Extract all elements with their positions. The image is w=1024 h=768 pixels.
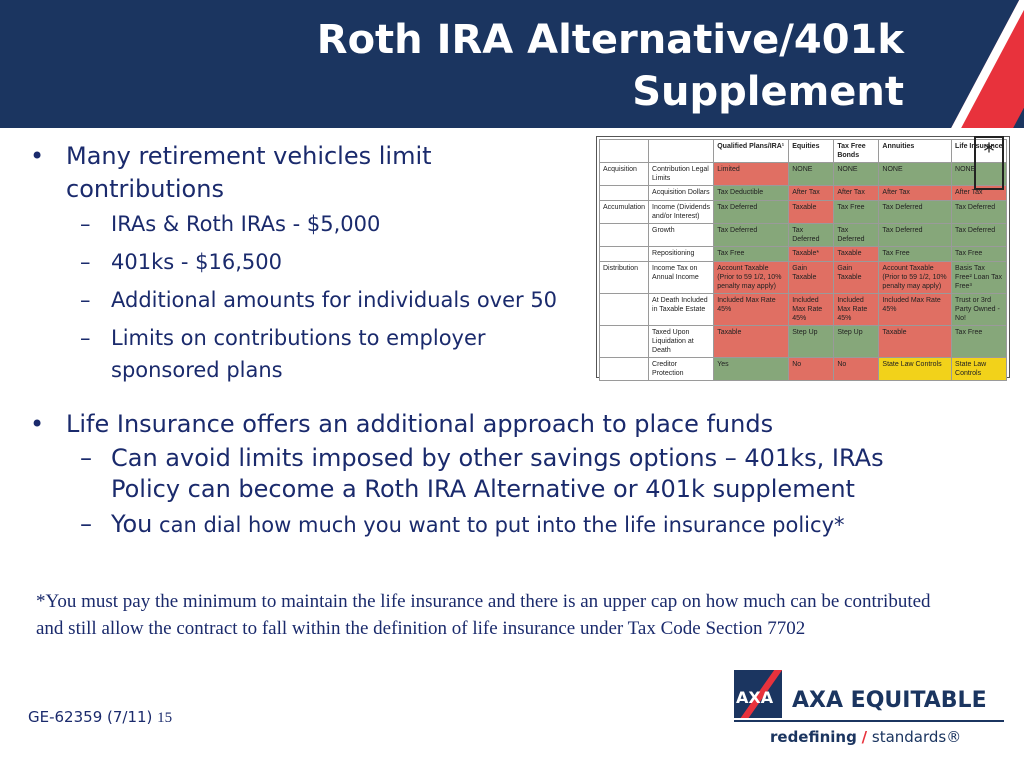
- sub-bullet-emphasis: You: [111, 510, 153, 538]
- table-value-cell: Account Taxable (Prior to 59 1/2, 10% penalty may apply): [714, 262, 789, 294]
- sub-bullet-text: Limits on contributions to employer sponsored plans: [111, 326, 486, 382]
- table-value-cell: Yes: [714, 358, 789, 381]
- table-item-cell: At Death Included in Taxable Estate: [649, 294, 714, 326]
- logo-divider: [734, 720, 1004, 722]
- form-number: GE-62359 (7/11): [28, 708, 153, 726]
- table-item-cell: Repositioning: [649, 247, 714, 262]
- table-row: [600, 186, 1007, 201]
- table-row: [600, 201, 1007, 224]
- table-value-cell: Tax Deferred: [952, 224, 1007, 247]
- table-value-cell: NONE: [789, 163, 834, 186]
- table-group-cell: Acquisition: [600, 163, 649, 186]
- table-value-cell: Gain Taxable: [834, 262, 879, 294]
- table-value-cell: Basis Tax Free² Loan Tax Free³: [952, 262, 1007, 294]
- table-value-cell: Taxable: [789, 201, 834, 224]
- table-value-cell: NONE: [834, 163, 879, 186]
- table-item-cell: Taxed Upon Liquidation at Death: [649, 326, 714, 358]
- table-row: [600, 262, 1007, 294]
- table-group-cell: [600, 326, 649, 358]
- table-value-cell: Included Max Rate 45%: [789, 294, 834, 326]
- title-line-2: Supplement: [632, 69, 904, 115]
- table-value-cell: Tax Deductible: [714, 186, 789, 201]
- sub-bullet: [66, 509, 1004, 541]
- bullet-dot-icon: •: [30, 410, 45, 438]
- table-value-cell: Taxable*: [789, 247, 834, 262]
- table-value-cell: Tax Free: [879, 247, 952, 262]
- table-value-cell: No: [789, 358, 834, 381]
- sub-bullet: [66, 322, 604, 386]
- table-value-cell: Tax Deferred: [834, 224, 879, 247]
- dash-icon: –: [80, 288, 91, 312]
- dash-icon: –: [80, 510, 92, 538]
- table-value-cell: Tax Free: [952, 247, 1007, 262]
- table-row: [600, 163, 1007, 186]
- table-value-cell: Trust or 3rd Party Owned - No!: [952, 294, 1007, 326]
- table-value-cell: After Tax: [952, 186, 1007, 201]
- sub-bullet-text: Can avoid limits imposed by other savings options – 401ks, IRAs Policy can become a Roth IRA Alternative or 401k supplement: [111, 444, 884, 503]
- table-row: [600, 247, 1007, 262]
- dash-icon: –: [80, 326, 91, 350]
- document-code: [28, 708, 172, 727]
- table-value-cell: Tax Deferred: [879, 201, 952, 224]
- table-value-cell: Tax Free: [714, 247, 789, 262]
- table-value-cell: Limited: [714, 163, 789, 186]
- table-value-cell: Tax Deferred: [952, 201, 1007, 224]
- table-value-cell: Tax Free: [834, 201, 879, 224]
- table-group-cell: [600, 224, 649, 247]
- table-value-cell: Included Max Rate 45%: [714, 294, 789, 326]
- table-value-cell: NONE: [879, 163, 952, 186]
- table-value-cell: Taxable: [879, 326, 952, 358]
- table-value-cell: Tax Deferred: [714, 224, 789, 247]
- sub-bullet: [66, 208, 604, 240]
- table-row: [600, 358, 1007, 381]
- table-header-cell: Annuities: [879, 140, 952, 163]
- table-header-row: [600, 140, 1007, 163]
- table-value-cell: After Tax: [879, 186, 952, 201]
- table-value-cell: Included Max Rate 45%: [834, 294, 879, 326]
- table-value-cell: Tax Deferred: [789, 224, 834, 247]
- table-row: [600, 326, 1007, 358]
- table-value-cell: Included Max Rate 45%: [879, 294, 952, 326]
- table-value-cell: After Tax: [789, 186, 834, 201]
- title-banner: [0, 0, 1024, 128]
- footnote: *You must pay the minimum to maintain the life insurance and there is an upper cap on how much can be contributed and still allow the contract to fall within the definition of life insurance under Tax Code Section 7702: [36, 591, 931, 639]
- table-value-cell: Account Taxable (Prior to 59 1/2, 10% penalty may apply): [879, 262, 952, 294]
- table-value-cell: Tax Deferred: [879, 224, 952, 247]
- sub-bullet-text: IRAs & Roth IRAs - $5,000: [111, 212, 381, 236]
- table-item-cell: Contribution Legal Limits: [649, 163, 714, 186]
- table-item-cell: Creditor Protection: [649, 358, 714, 381]
- tagline-bold: redefining: [770, 728, 857, 746]
- bullet-life-insurance: [24, 408, 1004, 541]
- table-header-cell: Qualified Plans/IRA¹: [714, 140, 789, 163]
- table-value-cell: Tax Deferred: [714, 201, 789, 224]
- sub-bullet-text: Additional amounts for individuals over 50: [111, 288, 558, 312]
- dash-icon: –: [80, 250, 91, 274]
- table-value-cell: After Tax: [834, 186, 879, 201]
- table-group-cell: [600, 294, 649, 326]
- table-group-cell: Distribution: [600, 262, 649, 294]
- table-group-cell: [600, 186, 649, 201]
- dash-icon: –: [80, 212, 91, 236]
- table-item-cell: Income (Dividends and/or Interest): [649, 201, 714, 224]
- table-item-cell: Income Tax on Annual Income: [649, 262, 714, 294]
- table-item-cell: Growth: [649, 224, 714, 247]
- title-line-1: Roth IRA Alternative/401k: [316, 17, 904, 63]
- table-value-cell: NONE: [952, 163, 1007, 186]
- bullet-dot-icon: •: [30, 142, 45, 170]
- dash-icon: –: [80, 444, 92, 472]
- sub-bullet-text: can dial how much you want to put into the life insurance policy*: [152, 513, 845, 537]
- table-group-cell: Accumulation: [600, 201, 649, 224]
- table-value-cell: Taxable: [834, 247, 879, 262]
- bullet-text: Many retirement vehicles limit contributions: [66, 142, 432, 203]
- table-header-cell: [600, 140, 649, 163]
- table-header-cell: Equities: [789, 140, 834, 163]
- table-value-cell: State Law Controls: [879, 358, 952, 381]
- tagline-slash: /: [861, 728, 868, 746]
- table-value-cell: Tax Free: [952, 326, 1007, 358]
- slide-title: [317, 14, 904, 118]
- comparison-grid: [599, 139, 1007, 381]
- asterisk-callout: *: [974, 136, 1004, 190]
- company-name: AXA EQUITABLE: [792, 688, 987, 713]
- table-value-cell: No: [834, 358, 879, 381]
- tagline-rest: standards®: [867, 728, 962, 746]
- table-value-cell: Step Up: [789, 326, 834, 358]
- table-header-cell: Life Insurance: [952, 140, 1007, 163]
- table-value-cell: State Law Controls: [952, 358, 1007, 381]
- sub-bullet-text: 401ks - $16,500: [111, 250, 282, 274]
- table-value-cell: Gain Taxable: [789, 262, 834, 294]
- sub-bullet: [66, 246, 604, 278]
- axa-logo-mark: [734, 670, 782, 718]
- sub-bullet: [66, 284, 604, 316]
- bullet-list-2: [24, 408, 1004, 541]
- table-item-cell: Acquisition Dollars: [649, 186, 714, 201]
- page-number: 15: [157, 710, 173, 726]
- table-value-cell: Step Up: [834, 326, 879, 358]
- bullet-text: Life Insurance offers an additional approach to place funds: [66, 410, 774, 438]
- table-value-cell: Taxable: [714, 326, 789, 358]
- table-row: [600, 224, 1007, 247]
- sub-bullet: [66, 443, 1004, 505]
- comparison-table: [596, 136, 1010, 378]
- table-header-cell: [649, 140, 714, 163]
- bullet-retirement-limits: [24, 140, 604, 386]
- table-row: [600, 294, 1007, 326]
- table-header-cell: Tax Free Bonds: [834, 140, 879, 163]
- bullet-list-1: [24, 140, 604, 386]
- table-group-cell: [600, 247, 649, 262]
- tagline: [770, 728, 961, 746]
- table-group-cell: [600, 358, 649, 381]
- logo-mark-text: AXA: [736, 688, 774, 707]
